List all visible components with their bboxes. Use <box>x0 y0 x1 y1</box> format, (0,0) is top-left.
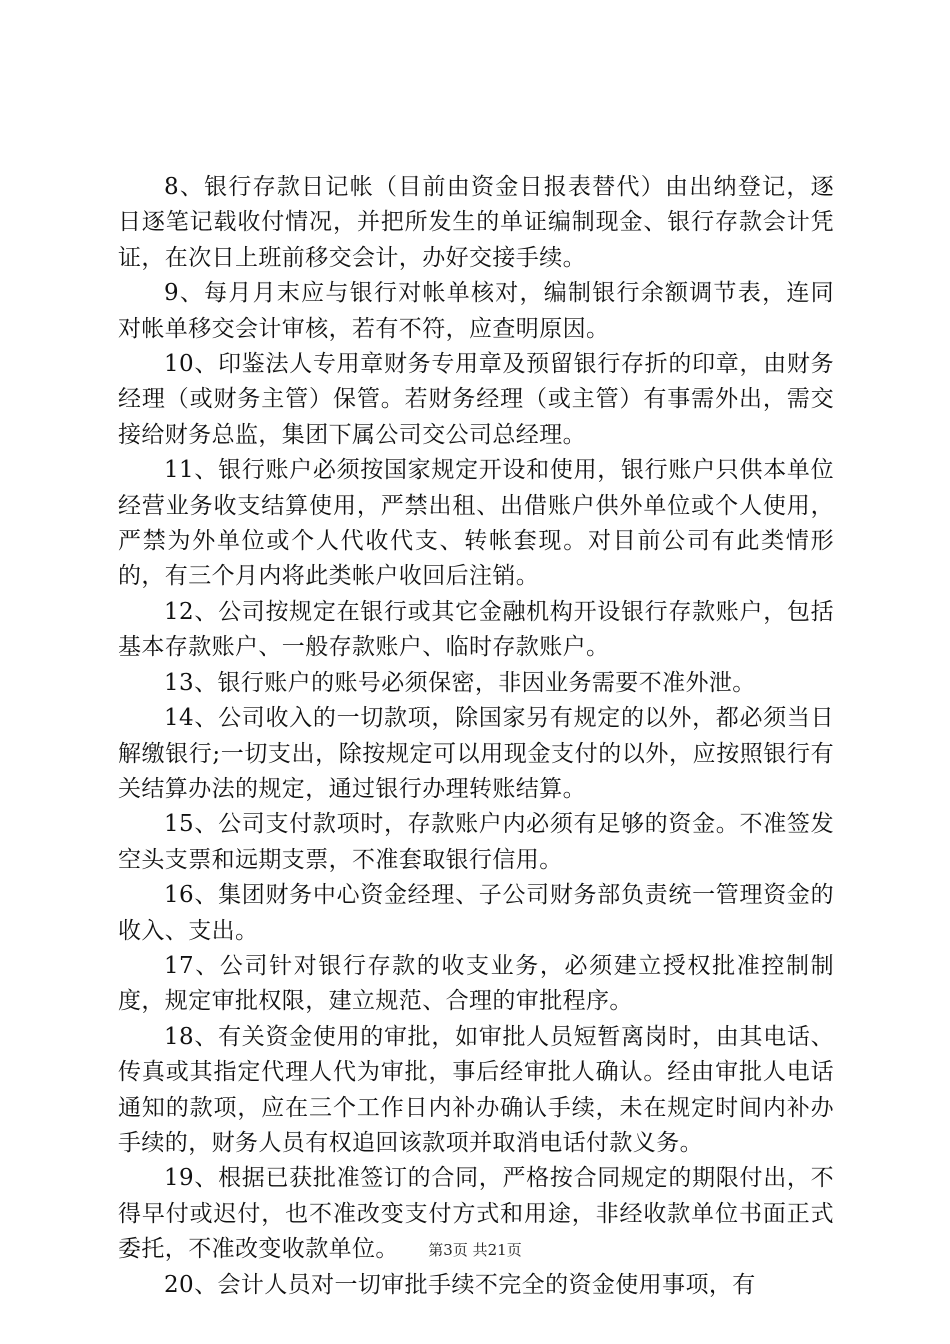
paragraph-19: 19、根据已获批准签订的合同，严格按合同规定的期限付出，不得早付或迟付，也不准改变支付方式和用途，非经收款单位书面正式委托，不准改变收款单位。 <box>118 1165 834 1263</box>
paragraph-15: 15、公司支付款项时，存款账户内必须有足够的资金。不准签发空头支票和远期支票，不准套取银行信用。 <box>118 811 834 873</box>
paragraph-12: 12、公司按规定在银行或其它金融机构开设银行存款账户，包括基本存款账户、一般存款账户、临时存款账户。 <box>118 598 834 661</box>
paragraph-9: 9、每月月末应与银行对帐单核对，编制银行余额调节表，连同对帐单移交会计审核，若有不符，应查明原因。 <box>118 280 834 342</box>
paragraph-18: 18、有关资金使用的审批，如审批人员短暂离岗时，由其电话、传真或其指定代理人代为审批，事后经审批人确认。经由审批人电话通知的款项，应在三个工作日内补办确认手续，未在规定时间内补办手续的，财务人员有权追回该款项并取消电话付款义务。 <box>118 1023 834 1156</box>
paragraph-14: 14、公司收入的一切款项，除国家另有规定的以外，都必须当日解缴银行;一切支出，除按规定可以用现金支付的以外，应按照银行有关结算办法的规定，通过银行办理转账结算。 <box>118 705 834 802</box>
page-footer: 第3页 共21页 <box>428 1241 522 1259</box>
paragraph-10: 10、印鉴法人专用章财务专用章及预留银行存折的印章，由财务经理（或财务主管）保管。若财务经理（或主管）有事需外出，需交接给财务总监，集团下属公司交公司总经理。 <box>118 351 834 448</box>
paragraph-11: 11、银行账户必须按国家规定开设和使用，银行账户只供本单位经营业务收支结算使用，严禁出租、出借账户供外单位或个人使用，严禁为外单位或个人代收代支、转帐套现。对目前公司有此类情形的，有三个月内将此类帐户收回后注销。 <box>118 457 834 590</box>
paragraph-13: 13、银行账户的账号必须保密，非因业务需要不准外泄。 <box>164 669 756 696</box>
paragraph-16: 16、集团财务中心资金经理、子公司财务部负责统一管理资金的收入、支出。 <box>118 882 834 944</box>
paragraph-17: 17、公司针对银行存款的收支业务，必须建立授权批准控制制度，规定审批权限，建立规范、合理的审批程序。 <box>118 952 834 1015</box>
paragraph-20: 20、会计人员对一切审批手续不完全的资金使用事项，有 <box>164 1271 756 1298</box>
paragraph-8: 8、银行存款日记帐（目前由资金日报表替代）由出纳登记，逐日逐笔记载收付情况，并把所发生的单证编制现金、银行存款会计凭证，在次日上班前移交会计，办好交接手续。 <box>118 174 834 271</box>
document-body <box>118 170 834 1303</box>
